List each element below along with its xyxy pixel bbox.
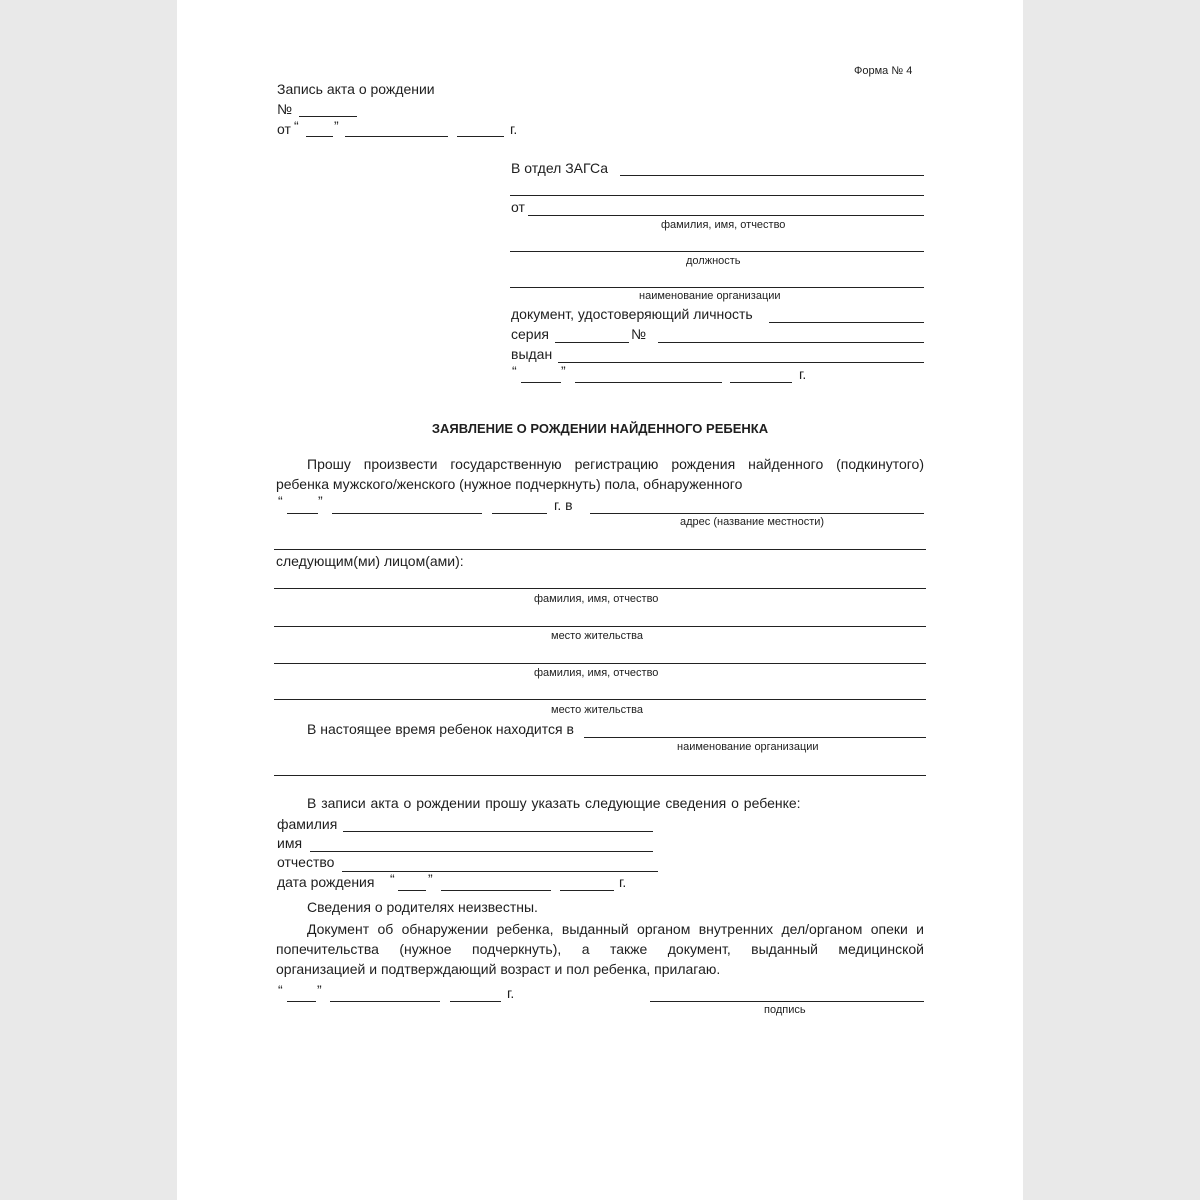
birth-day-field[interactable] — [398, 890, 426, 891]
found-year-suffix: г. в — [554, 497, 573, 513]
org-caption: наименование организации — [639, 290, 781, 302]
birth-year-field[interactable] — [560, 890, 614, 891]
person1-fio-field[interactable] — [274, 588, 926, 589]
issued-day-field[interactable] — [521, 382, 561, 383]
found-address-field-line2[interactable] — [274, 549, 926, 550]
current-org-field-line2[interactable] — [274, 775, 926, 776]
person1-fio-caption: фамилия, имя, отчество — [534, 593, 659, 605]
record-year-field[interactable] — [457, 136, 504, 137]
birth-year-suffix: г. — [619, 874, 627, 890]
sign-day-field[interactable] — [287, 1001, 316, 1002]
applicant-org-field[interactable] — [510, 287, 924, 288]
document-page — [177, 0, 1023, 1200]
issued-field[interactable] — [558, 362, 924, 363]
found-day-field[interactable] — [287, 513, 318, 514]
sign-year-suffix: г. — [507, 985, 515, 1001]
quote-open: “ — [278, 493, 283, 509]
sign-month-field[interactable] — [330, 1001, 440, 1002]
record-number-field[interactable] — [299, 116, 357, 117]
position-caption: должность — [686, 255, 741, 267]
current-org-caption: наименование организации — [677, 741, 819, 753]
signature-caption: подпись — [764, 1004, 806, 1016]
sign-year-field[interactable] — [450, 1001, 501, 1002]
applicant-fio-field[interactable] — [528, 215, 924, 216]
quote-close: ” — [334, 118, 339, 134]
record-day-field[interactable] — [306, 136, 333, 137]
signature-field[interactable] — [650, 1001, 924, 1002]
person2-residence-field[interactable] — [274, 699, 926, 700]
zags-field[interactable] — [620, 175, 924, 176]
form-number: Форма № 4 — [854, 65, 913, 77]
id-doc-field[interactable] — [769, 322, 924, 323]
found-month-field[interactable] — [332, 513, 482, 514]
name-field[interactable] — [310, 851, 653, 852]
attach-line3: организацией и подтверждающий возраст и пол ребенка, прилагаю. — [276, 961, 721, 977]
issued-month-field[interactable] — [575, 382, 722, 383]
doc-number-label: № — [631, 326, 647, 342]
person2-residence-caption: место жительства — [551, 704, 643, 716]
quote-close: ” — [318, 493, 323, 509]
parents-unknown: Сведения о родителях неизвестны. — [307, 899, 538, 915]
current-org-field[interactable] — [584, 737, 926, 738]
quote-open: “ — [512, 363, 517, 379]
attach-line1: Документ об обнаружении ребенка, выданный органом внутренних дел/органом опеки и — [307, 921, 924, 937]
document-title: ЗАЯВЛЕНИЕ О РОЖДЕНИИ НАЙДЕННОГО РЕБЕНКА — [431, 421, 769, 436]
name-label: имя — [277, 835, 303, 851]
person2-fio-field[interactable] — [274, 663, 926, 664]
patronymic-label: отчество — [277, 854, 335, 870]
zags-field-line2[interactable] — [510, 195, 924, 196]
para1-line1: Прошу произвести государственную регистрацию рождения найденного (подкинутого) — [307, 456, 924, 472]
birth-month-field[interactable] — [441, 890, 551, 891]
record-from-label: от — [277, 121, 291, 137]
record-year-suffix: г. — [510, 121, 518, 137]
issued-year-field[interactable] — [730, 382, 792, 383]
record-title: Запись акта о рождении — [277, 81, 435, 97]
birthdate-label: дата рождения — [277, 874, 375, 890]
applicant-position-field[interactable] — [510, 251, 924, 252]
doc-number-field[interactable] — [658, 342, 924, 343]
currently-label: В настоящее время ребенок находится в — [307, 721, 574, 737]
person2-fio-caption: фамилия, имя, отчество — [534, 667, 659, 679]
request-label: В записи акта о рождении прошу указать следующие сведения о ребенке: — [307, 795, 801, 811]
para1-line2: ребенка мужского/женского (нужное подчеркнуть) пола, обнаруженного — [276, 476, 743, 492]
found-address-field[interactable] — [590, 513, 924, 514]
zags-label: В отдел ЗАГСа — [511, 160, 609, 176]
persons-label: следующим(ми) лицом(ами): — [276, 553, 464, 569]
person1-residence-caption: место жительства — [551, 630, 643, 642]
series-field[interactable] — [555, 342, 629, 343]
quote-open: “ — [390, 871, 395, 887]
issued-label: выдан — [511, 346, 553, 362]
quote-close: ” — [561, 363, 566, 379]
fio-caption: фамилия, имя, отчество — [661, 219, 786, 231]
quote-close: ” — [428, 871, 433, 887]
person1-residence-field[interactable] — [274, 626, 926, 627]
applicant-from-label: от — [511, 199, 525, 215]
quote-open: “ — [294, 118, 299, 134]
quote-close: ” — [317, 982, 322, 998]
quote-open: “ — [278, 982, 283, 998]
series-label: серия — [511, 326, 549, 342]
record-month-field[interactable] — [345, 136, 448, 137]
attach-line2: попечительства (нужное подчеркнуть), а также документ, выданный медицинской — [276, 941, 924, 957]
found-year-field[interactable] — [492, 513, 547, 514]
issued-year-suffix: г. — [799, 366, 807, 382]
address-caption: адрес (название местности) — [680, 516, 825, 528]
surname-label: фамилия — [277, 816, 338, 832]
record-number-label: № — [277, 101, 293, 117]
surname-field[interactable] — [343, 831, 653, 832]
id-doc-label: документ, удостоверяющий личность — [511, 306, 753, 322]
